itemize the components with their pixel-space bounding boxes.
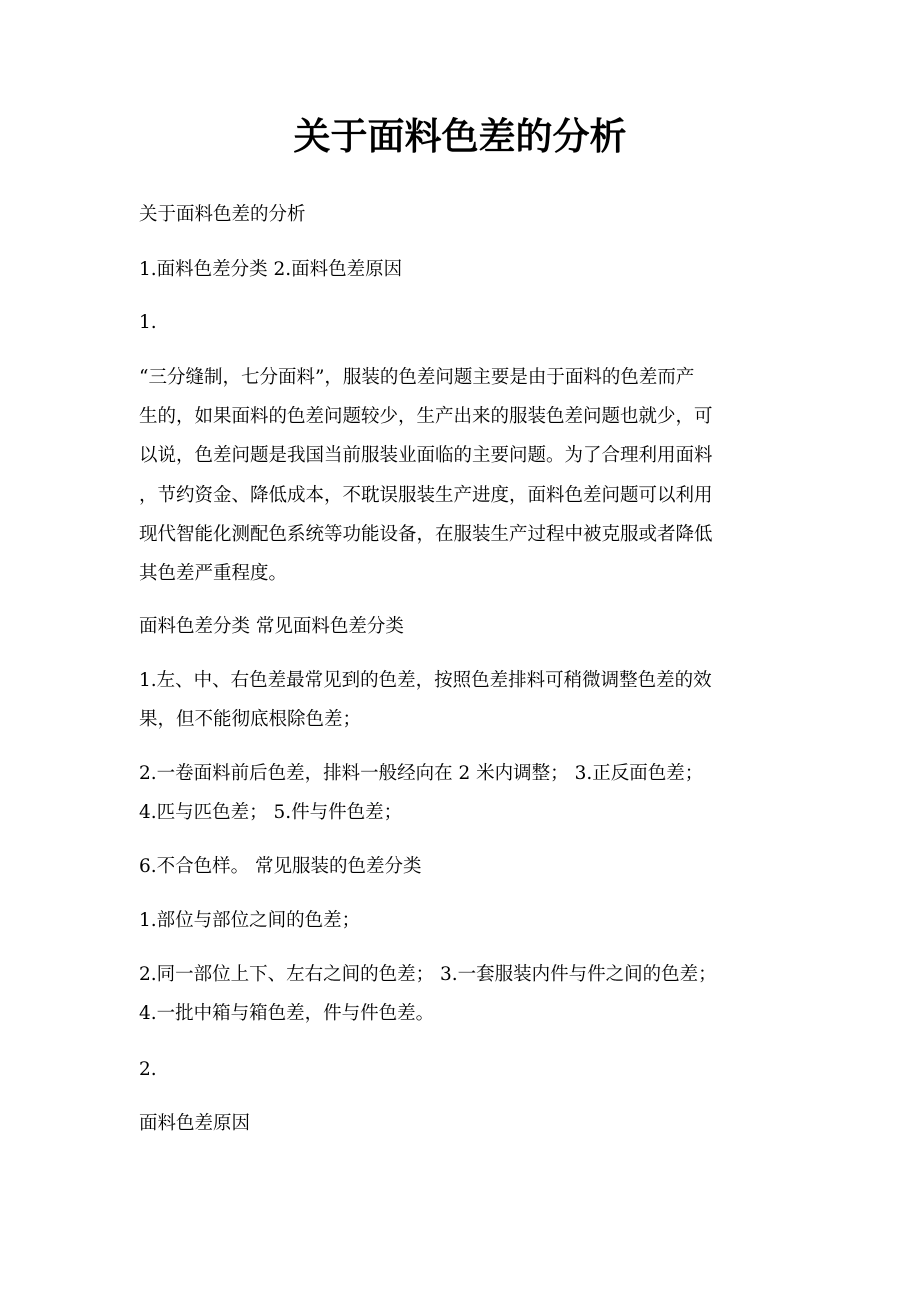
- text-line: 1.面料色差分类 2.面料色差原因: [139, 259, 403, 280]
- section-number-1: [139, 303, 785, 342]
- list-paragraph: [139, 661, 785, 739]
- fabric-classification-heading: [139, 607, 785, 646]
- list-paragraph: [139, 754, 785, 832]
- section-number-2: [139, 1050, 785, 1089]
- text-line: 关于面料色差的分析: [139, 204, 306, 225]
- text-line: 1.: [139, 312, 157, 333]
- fabric-cause-heading: [139, 1104, 785, 1143]
- text-line: 2.同一部位上下、左右之间的色差； 3.一套服装内件与件之间的色差；: [139, 964, 717, 985]
- text-line: 现代智能化测配色系统等功能设备，在服装生产过程中被克服或者降低: [139, 523, 713, 545]
- text-line: 1.左、中、右色差最常见到的色差，按照色差排料可稍微调整色差的效: [139, 670, 712, 691]
- document-title: 关于面料色差的分析: [293, 114, 627, 158]
- outline-paragraph: [139, 250, 785, 289]
- text-line: 6.不合色样。 常见服装的色差分类: [139, 856, 422, 877]
- subtitle-paragraph: [139, 195, 785, 234]
- text-line: 以说，色差问题是我国当前服装业面临的主要问题。为了合理利用面料: [139, 445, 713, 467]
- text-line: 其色差严重程度。: [139, 562, 288, 584]
- list-paragraph: [139, 901, 785, 940]
- text-line: 1.部位与部位之间的色差；: [139, 910, 361, 931]
- text-line: 4.匹与匹色差； 5.件与件色差；: [139, 802, 403, 824]
- intro-paragraph: [139, 358, 785, 593]
- text-line: 2.一卷面料前后色差，排料一般经向在 2 米内调整； 3.正反面色差；: [139, 763, 704, 784]
- text-line: “三分缝制，七分面料”，服装的色差问题主要是由于面料的色差而产: [139, 367, 695, 388]
- text-line: 果，但不能彻底根除色差；: [139, 709, 362, 731]
- list-paragraph: [139, 955, 785, 1033]
- text-line: 2.: [139, 1059, 157, 1080]
- text-line: ，节约资金、降低成本，不耽误服装生产进度，面料色差问题可以利用: [139, 484, 713, 506]
- text-line: 面料色差原因: [139, 1113, 251, 1134]
- list-paragraph: [139, 847, 785, 886]
- text-line: 面料色差分类 常见面料色差分类: [139, 616, 404, 637]
- text-line: 4.一批中箱与箱色差，件与件色差。: [139, 1003, 435, 1025]
- text-line: 生的，如果面料的色差问题较少，生产出来的服装色差问题也就少，可: [139, 406, 713, 428]
